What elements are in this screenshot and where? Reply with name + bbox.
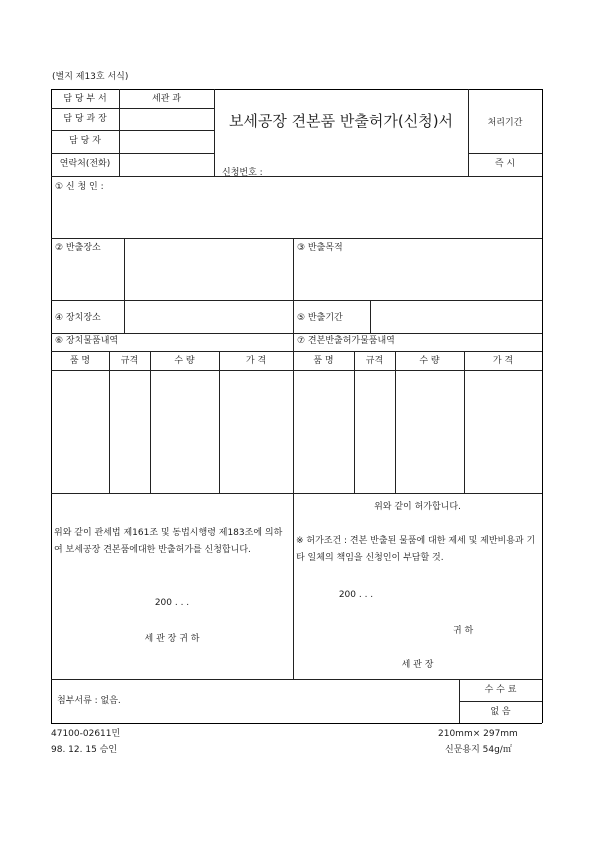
footer-paper: 신문용지 54g/㎡ — [445, 745, 512, 755]
document-title: 보세공장 견본품 반출허가(신청)서 — [228, 112, 454, 130]
approved-goods-label: ⑦ 견본반출허가물품내역 — [297, 336, 395, 346]
officer-label: 담 당 자 — [69, 136, 101, 146]
export-place-label: ② 반출장소 — [55, 243, 101, 253]
approved-col-qty: 수 량 — [419, 356, 440, 366]
approval-conditions: ※ 허가조건 : 견본 반출된 물품에 대한 제세 및 제반비용과 기타 일체의 책임을 신청인이 부담할 것. — [296, 536, 536, 563]
approved-col-price: 가 격 — [492, 356, 514, 366]
fee-label: 수 수 료 — [484, 685, 517, 695]
attachment-label: 첨부서류 : 없음. — [57, 696, 121, 706]
export-period-label: ⑤ 반출기간 — [297, 313, 343, 323]
approval-signer: 세 관 장 — [401, 660, 434, 670]
contact-label: 연락처(전화) — [59, 159, 111, 169]
approval-text: 위와 같이 허가합니다. — [374, 502, 461, 512]
stored-col-price: 가 격 — [245, 356, 267, 366]
receipt-number-label: 신청번호 : — [222, 168, 263, 178]
form-number: (별지 제13호 서식) — [52, 72, 129, 82]
processing-period-value: 즉 시 — [494, 159, 516, 169]
stored-goods-label: ⑥ 장치물품내역 — [55, 336, 119, 346]
application-text: 위와 같이 관세법 제161조 및 동법시행령 제183조에 의하여 보세공장 견본품에대한 반출허가를 신청합니다. — [54, 528, 283, 555]
dept-value: 세관 과 — [152, 94, 181, 104]
approval-date: 200 . . . — [338, 590, 374, 600]
stored-col-name: 품 명 — [69, 356, 91, 366]
stored-col-spec: 규격 — [120, 356, 139, 366]
chief-label: 담 당 과 장 — [63, 114, 107, 124]
approval-honorific: 귀 하 — [453, 626, 474, 636]
application-addressee: 세 관 장 귀 하 — [144, 634, 200, 644]
application-date: 200 . . . — [154, 598, 190, 608]
form-border-left — [51, 89, 52, 723]
form-border-right — [542, 89, 543, 723]
footer-approval-date: 98. 12. 15 승인 — [51, 745, 118, 755]
form-border-bottom — [51, 723, 542, 724]
approved-col-spec: 규격 — [365, 356, 384, 366]
storage-place-label: ④ 장치장소 — [55, 313, 101, 323]
footer-code: 47100-02611민 — [51, 729, 121, 739]
fee-value: 없 음 — [490, 707, 511, 717]
dept-label: 담 당 부 서 — [63, 94, 107, 104]
export-purpose-label: ③ 반출목적 — [297, 243, 343, 253]
applicant-label: ① 신 청 인 : — [55, 182, 104, 192]
processing-period-label: 처리기간 — [487, 118, 523, 128]
stored-col-qty: 수 량 — [174, 356, 195, 366]
footer-size: 210mm× 297mm — [438, 729, 518, 739]
approved-col-name: 품 명 — [313, 356, 334, 366]
